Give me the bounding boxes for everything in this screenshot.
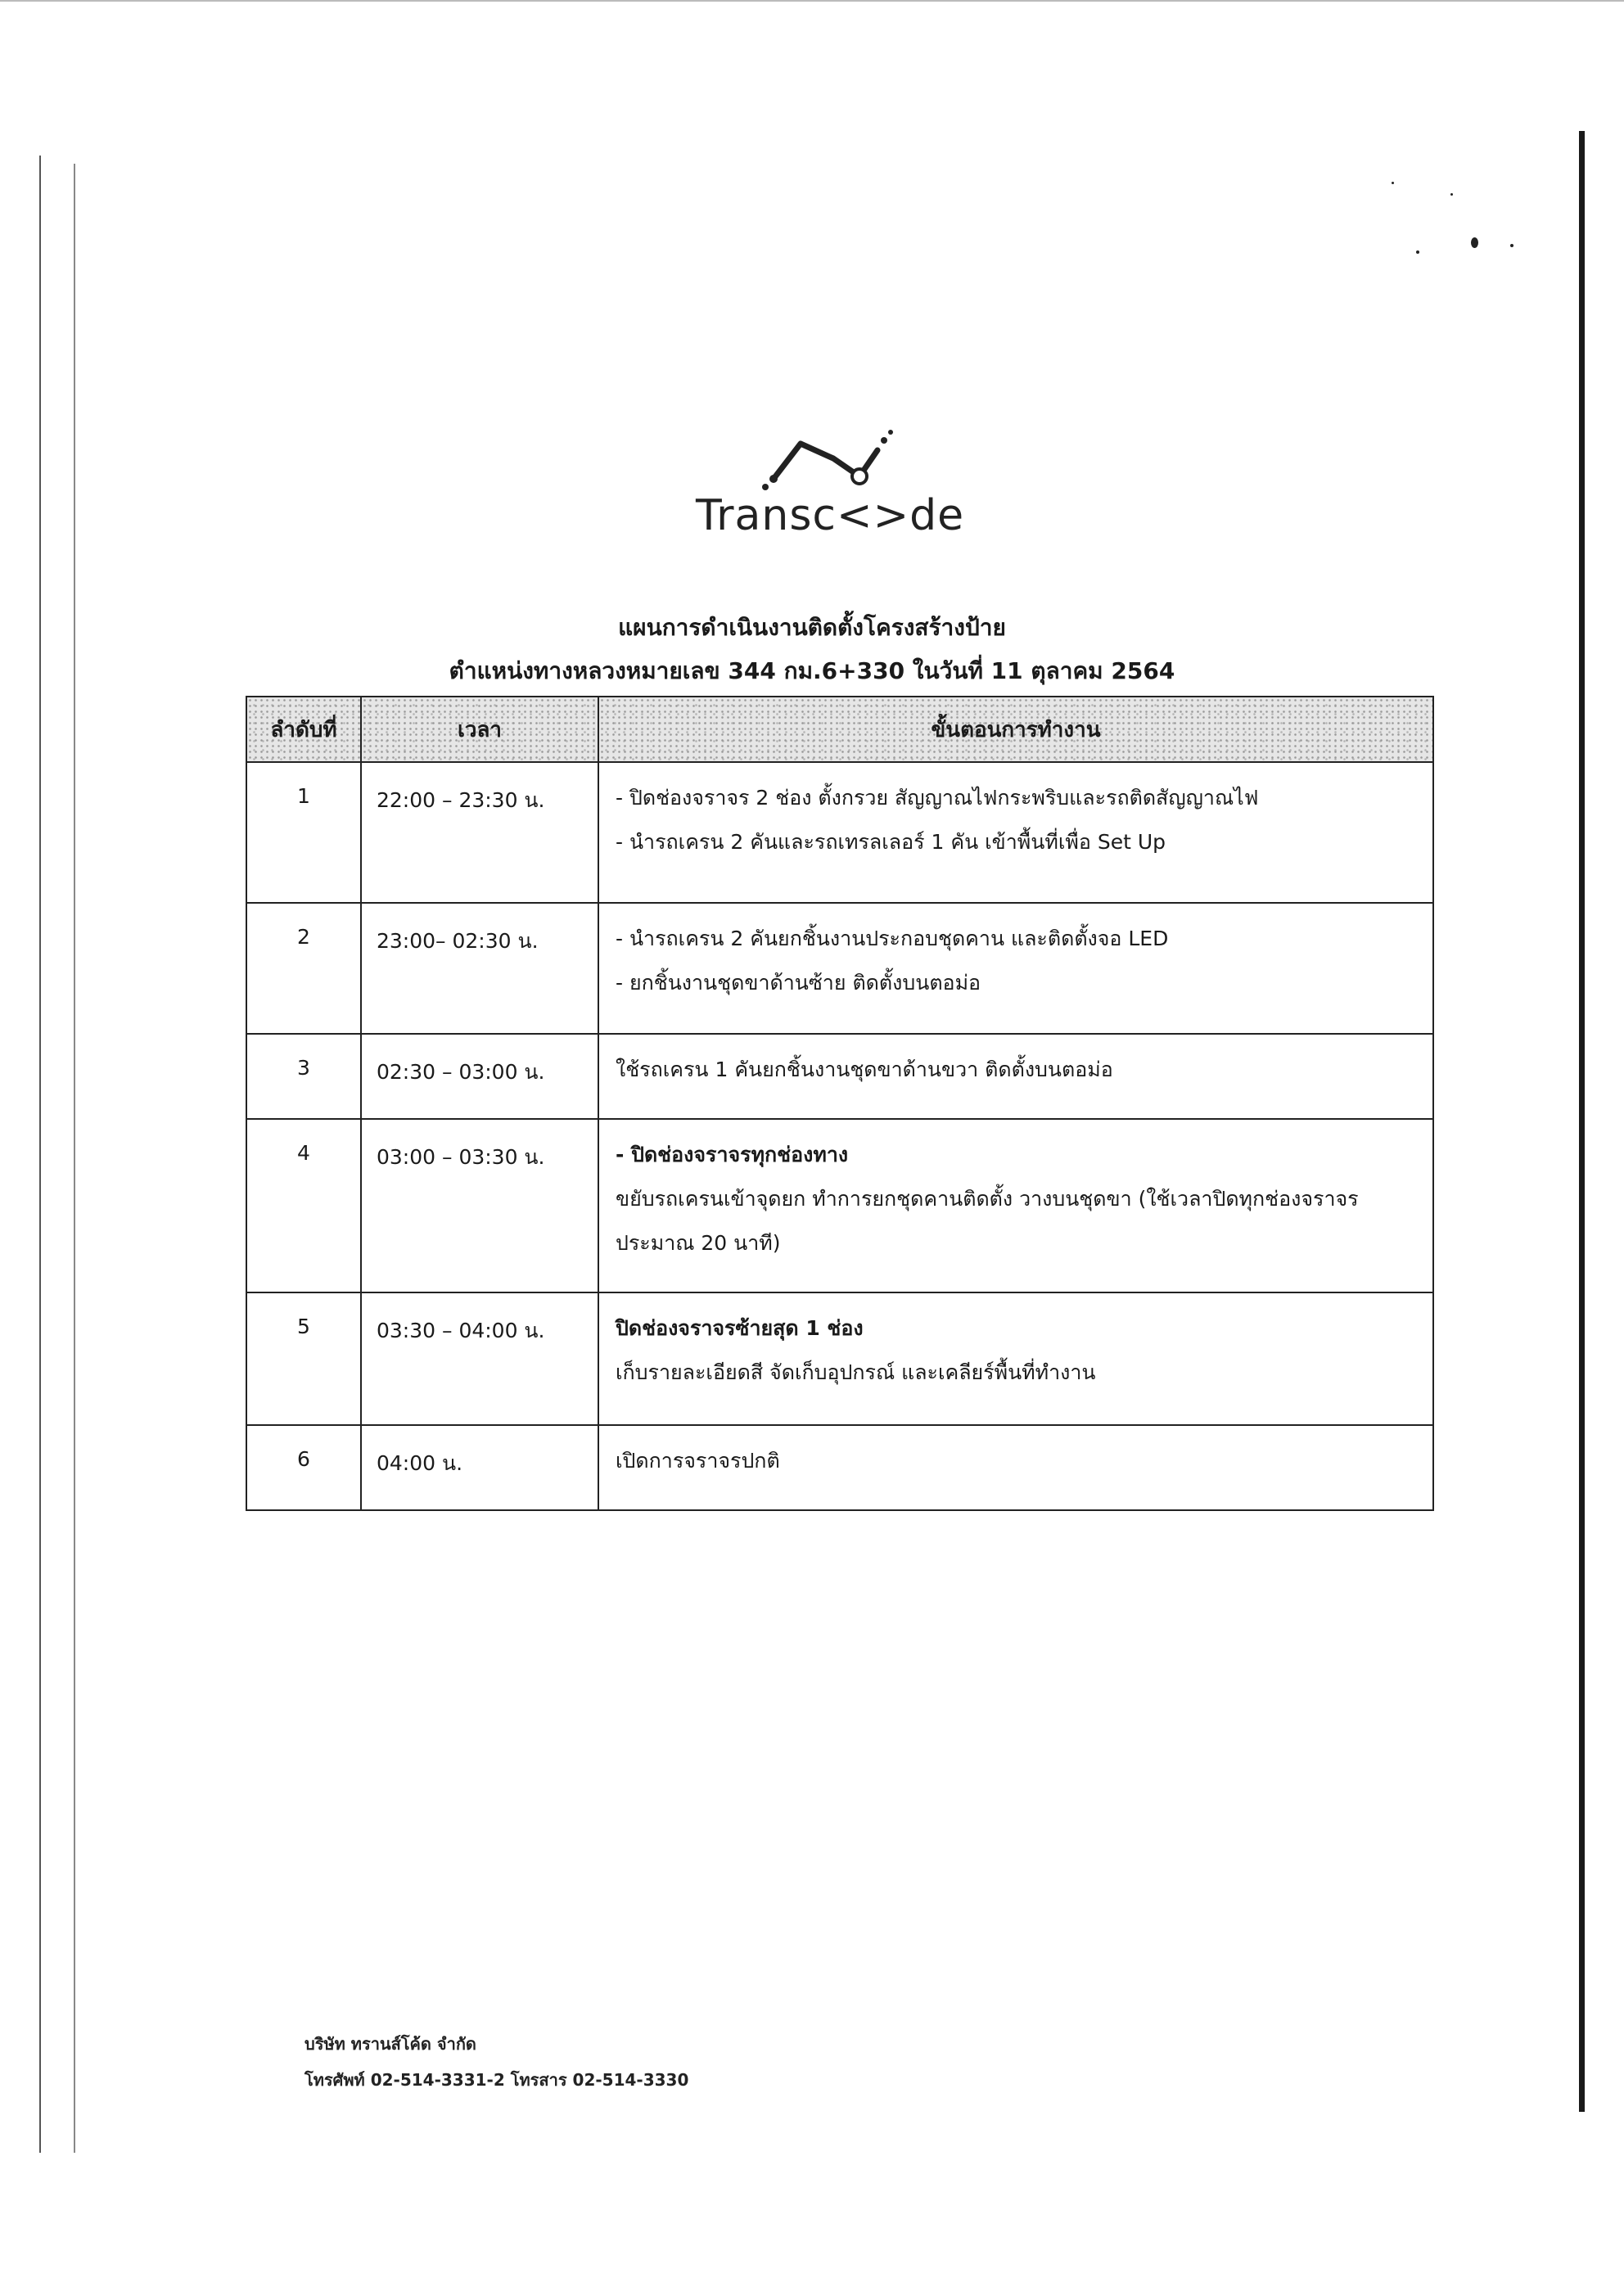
scan-speck (1510, 244, 1513, 247)
step-line: - นำรถเครน 2 คันและรถเทรลเลอร์ 1 คัน เข้าพื้นที่เพื่อ Set Up (616, 830, 1166, 854)
step-line: เปิดการจราจรปกติ (616, 1449, 780, 1473)
step-line: ประมาณ 20 นาที) (616, 1231, 781, 1255)
row-no: 1 (246, 762, 361, 903)
header-time: เวลา (361, 697, 598, 762)
table-row (246, 1292, 1433, 1425)
row-time: 04:00 น. (361, 1425, 598, 1510)
scan-artifact-left-edge-2 (74, 164, 75, 2153)
step-line: เก็บรายละเอียดสี จัดเก็บอุปกรณ์ และเคลียร์พื้นที่ทำงาน (616, 1360, 1096, 1384)
work-schedule-table (246, 696, 1434, 1511)
row-no: 4 (246, 1119, 361, 1292)
table-row (246, 762, 1433, 903)
header-steps: ขั้นตอนการทำงาน (598, 697, 1433, 762)
header-no: ลำดับที่ (246, 697, 361, 762)
scan-speck (1471, 237, 1478, 248)
row-time: 23:00– 02:30 น. (361, 903, 598, 1034)
row-steps (598, 1292, 1433, 1425)
footer-company: บริษัท ทรานส์โค้ด จำกัด (304, 2034, 476, 2054)
row-no: 5 (246, 1292, 361, 1425)
step-line: - ปิดช่องจราจร 2 ช่อง ตั้งกรวย สัญญาณไฟกระพริบและรถติดสัญญาณไฟ (616, 786, 1259, 810)
transcode-logo-mark (696, 426, 974, 499)
footer-contact: โทรศัพท์ 02-514-3331-2 โทรสาร 02-514-3330 (304, 2070, 689, 2090)
scan-artifact-left-edge (39, 156, 41, 2153)
step-line: ใช้รถเครน 1 คันยกชิ้นงานชุดขาด้านขวา ติดตั้งบนตอม่อ (616, 1058, 1113, 1081)
scan-speck (1450, 193, 1453, 196)
row-time: 22:00 – 23:30 น. (361, 762, 598, 903)
table-row (246, 1119, 1433, 1292)
table-header-row (246, 697, 1433, 762)
table-row (246, 1425, 1433, 1510)
row-time: 02:30 – 03:00 น. (361, 1034, 598, 1119)
table-row (246, 903, 1433, 1034)
row-steps (598, 1119, 1433, 1292)
row-steps (598, 1425, 1433, 1510)
step-line: ขยับรถเครนเข้าจุดยก ทำการยกชุดคานติดตั้ง วางบนชุดขา (ใช้เวลาปิดทุกช่องจราจร (616, 1187, 1359, 1211)
row-steps (598, 762, 1433, 903)
footer (304, 2026, 688, 2098)
scan-artifact-top (0, 0, 1624, 2)
row-no: 2 (246, 903, 361, 1034)
logo-wordmark: Transc<>de (696, 491, 965, 540)
step-line: - นำรถเครน 2 คันยกชิ้นงานประกอบชุดคาน และติดตั้งจอ LED (616, 927, 1169, 950)
document-subtitle: ตำแหน่งทางหลวงหมายเลข 344 กม.6+330 ในวันที่ 11 ตุลาคม 2564 (449, 657, 1175, 684)
table-row (246, 1034, 1433, 1119)
row-no: 3 (246, 1034, 361, 1119)
scan-speck (1416, 250, 1419, 254)
scan-artifact-right-edge (1579, 131, 1585, 2112)
row-no: 6 (246, 1425, 361, 1510)
row-steps (598, 903, 1433, 1034)
step-line: - ปิดช่องจราจรทุกช่องทาง (616, 1143, 849, 1166)
company-logo (696, 426, 974, 540)
document-title: แผนการดำเนินงานติดตั้งโครงสร้างป้าย (618, 614, 1006, 641)
step-line: ปิดช่องจราจรซ้ายสุด 1 ช่อง (616, 1316, 864, 1340)
step-line: - ยกชิ้นงานชุดขาด้านซ้าย ติดตั้งบนตอม่อ (616, 971, 981, 995)
row-time: 03:30 – 04:00 น. (361, 1292, 598, 1425)
row-time: 03:00 – 03:30 น. (361, 1119, 598, 1292)
scan-speck (1392, 182, 1394, 184)
row-steps (598, 1034, 1433, 1119)
